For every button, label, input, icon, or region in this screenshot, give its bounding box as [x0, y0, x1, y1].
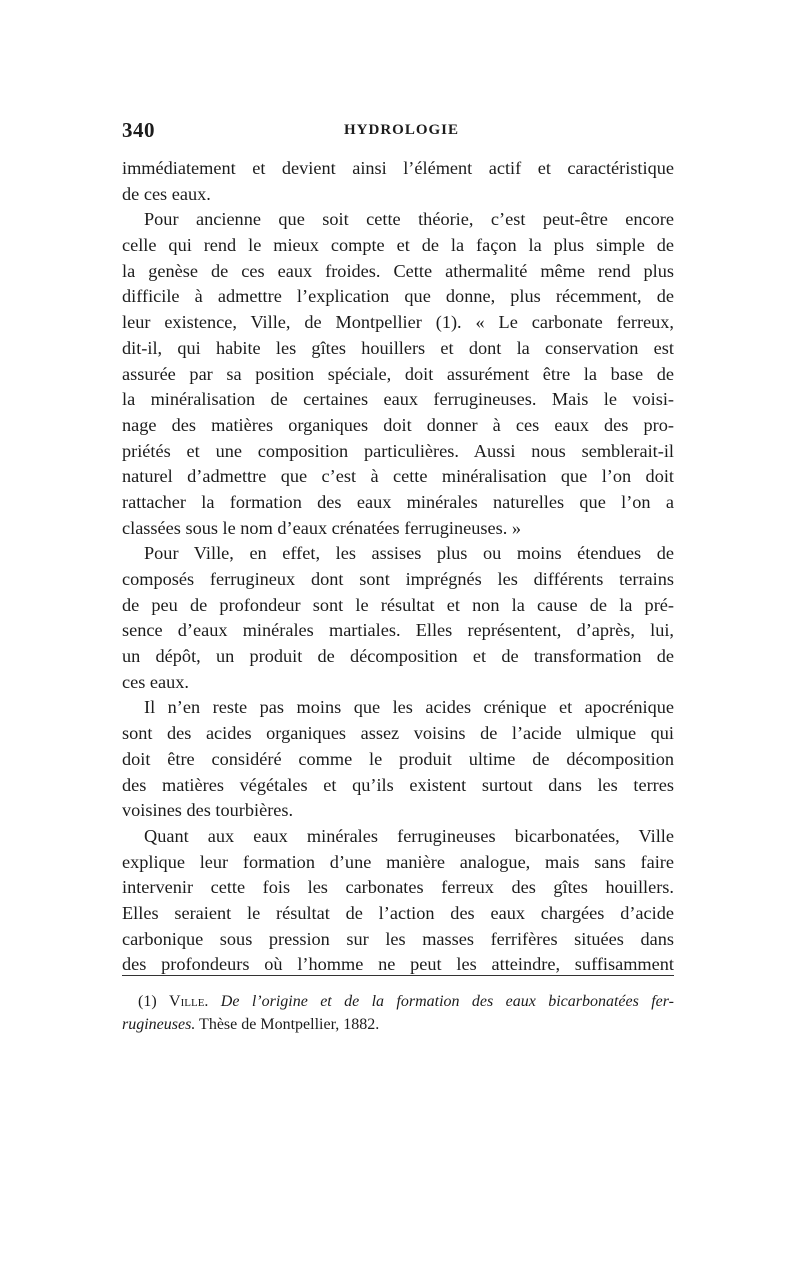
text-line: voisines des tourbières.	[122, 800, 294, 821]
text-line: Il n’en reste pas moins que les acides crénique et apocrénique	[144, 697, 674, 718]
text-line: immédiatement et devient ainsi l’élément actif et caractéristique	[122, 158, 674, 178]
text-line: dit-il, qui habite les gîtes houillers et dont la conservation est	[122, 337, 674, 358]
paragraph	[122, 156, 674, 207]
footnote-marker: (1)	[138, 993, 157, 1010]
text-line: assurée par sa position spéciale, doit assurément être la base de	[122, 363, 674, 384]
text-line: des matières végétales et qu’ils existent surtout dans les terres	[122, 774, 674, 795]
text-line: la genèse de ces eaux froides. Cette athermalité même rend plus	[122, 260, 674, 281]
footnote-line-1	[122, 990, 674, 1013]
paragraph	[122, 207, 674, 541]
text-line: des profondeurs où l’homme ne peut les atteindre, suffisamment	[122, 954, 674, 975]
footnote-line-2	[122, 1013, 674, 1036]
footnote-divider	[122, 975, 674, 976]
text-line: intervenir cette fois les carbonates ferreux des gîtes houillers.	[122, 877, 674, 898]
body-text	[122, 156, 674, 978]
text-line: carbonique sous pression sur les masses ferrifères situées dans	[122, 928, 674, 949]
page-number: 340	[122, 118, 155, 142]
text-line: difficile à admettre l’explication que donne, plus récemment, de	[122, 286, 674, 307]
text-line: Pour ancienne que soit cette théorie, c’est peut-être encore	[144, 209, 674, 230]
paragraph	[122, 541, 674, 695]
text-line: doit être considéré comme le produit ultime de décomposition	[122, 748, 674, 769]
footnote-author: Ville.	[169, 993, 209, 1010]
text-line: Pour Ville, en effet, les assises plus ou moins étendues de	[144, 543, 674, 564]
text-line: un dépôt, un produit de décomposition et de transformation de	[122, 646, 674, 667]
text-line: composés ferrugineux dont sont imprégnés les différents terrains	[122, 569, 674, 589]
footnote-title-part2: rugineuses.	[122, 1016, 196, 1033]
text-line: Elles seraient le résultat de l’action des eaux chargées d’acide	[122, 902, 674, 923]
text-line: naturel d’admettre que c’est à cette minéralisation que l’on doit	[122, 466, 674, 487]
running-title: HYDROLOGIE	[344, 122, 460, 138]
text-line: sence d’eaux minérales martiales. Elles représentent, d’après, lui,	[122, 620, 674, 641]
text-line: la minéralisation de certaines eaux ferrugineuses. Mais le voisi-	[122, 389, 674, 410]
paragraph	[122, 695, 674, 823]
text-line: nage des matières organiques doit donner à ces eaux des pro-	[122, 414, 674, 435]
page-header	[122, 118, 674, 148]
footnote-title-part1: De l’origine et de la formation des eaux bicarbonatées fer-	[220, 993, 674, 1010]
text-line: ces eaux.	[122, 671, 189, 692]
text-line: rattacher la formation des eaux minérales naturelles que l’on a	[122, 491, 674, 512]
text-line: leur existence, Ville, de Montpellier (1). « Le carbonate ferreux,	[122, 312, 674, 333]
footnote-rest: Thèse de Montpellier, 1882.	[199, 1016, 380, 1033]
text-line: celle qui rend le mieux compte et de la façon la plus simple de	[122, 235, 674, 256]
footnote	[122, 990, 674, 1036]
text-line: de peu de profondeur sont le résultat et non la cause de la pré-	[122, 594, 674, 615]
text-line: priétés et une composition particulières. Aussi nous semblerait-il	[122, 440, 674, 461]
text-line: de ces eaux.	[122, 183, 211, 204]
text-line: sont des acides organiques assez voisins de l’acide ulmique qui	[122, 723, 674, 744]
text-line: classées sous le nom d’eaux crénatées ferrugineuses. »	[122, 517, 521, 538]
paragraph	[122, 824, 674, 978]
text-line: Quant aux eaux minérales ferrugineuses bicarbonatées, Ville	[144, 825, 674, 846]
text-line: explique leur formation d’une manière analogue, mais sans faire	[122, 851, 674, 872]
